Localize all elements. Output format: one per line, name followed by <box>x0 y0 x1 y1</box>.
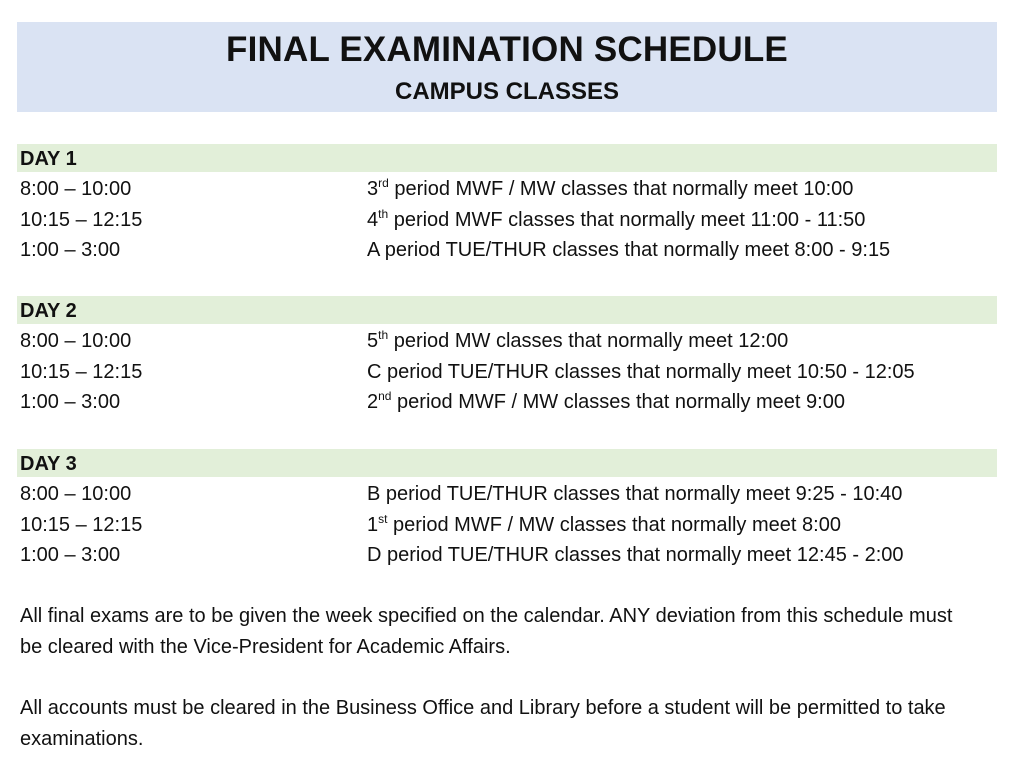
schedule-row <box>17 174 997 205</box>
day-section <box>17 296 997 418</box>
day-header: DAY 3 <box>17 449 997 477</box>
schedule-row <box>17 326 997 357</box>
exam-description: B period TUE/THUR classes that normally meet 9:25 - 10:40 <box>367 483 903 505</box>
schedule-row <box>17 357 997 388</box>
exam-week-note: All final exams are to be given the week specified on the calendar. ANY deviation from this schedule must be cleared with the Vice-President for Academic Affairs. <box>20 605 953 658</box>
exam-time: 10:15 – 12:15 <box>20 360 143 383</box>
schedule-row <box>17 235 997 266</box>
day-header: DAY 1 <box>17 144 997 172</box>
day-section <box>17 449 997 571</box>
exam-description: 5th period MW classes that normally meet 12:00 <box>367 328 789 352</box>
schedule-row <box>17 387 997 418</box>
schedule-row <box>17 540 997 571</box>
exam-time: 10:15 – 12:15 <box>20 208 143 231</box>
exam-description: 3rd period MWF / MW classes that normally meet 10:00 <box>367 176 854 200</box>
accounts-note: All accounts must be cleared in the Business Office and Library before a student will be permitted to take examinations. <box>20 697 946 750</box>
exam-description: 1st period MWF / MW classes that normally meet 8:00 <box>367 511 841 536</box>
schedule-row <box>17 479 997 510</box>
exam-description: A period TUE/THUR classes that normally meet 8:00 - 9:15 <box>367 239 891 261</box>
day-section <box>17 144 997 266</box>
exam-time: 8:00 – 10:00 <box>20 330 132 352</box>
exam-time: 8:00 – 10:00 <box>20 483 132 505</box>
exam-time: 1:00 – 3:00 <box>20 544 121 566</box>
exam-time: 1:00 – 3:00 <box>20 391 121 413</box>
day-header: DAY 2 <box>17 296 997 324</box>
schedule-row <box>17 510 997 541</box>
page-subtitle: CAMPUS CLASSES <box>394 78 620 105</box>
exam-description: 2nd period MWF / MW classes that normally meet 9:00 <box>367 389 845 413</box>
schedule-row <box>17 205 997 236</box>
exam-time: 1:00 – 3:00 <box>20 239 121 261</box>
exam-description: 4th period MWF classes that normally meet 11:00 - 11:50 <box>367 206 866 231</box>
page-title: FINAL EXAMINATION SCHEDULE <box>226 30 788 69</box>
exam-description: D period TUE/THUR classes that normally meet 12:45 - 2:00 <box>367 544 904 566</box>
exam-time: 10:15 – 12:15 <box>20 513 143 536</box>
exam-time: 8:00 – 10:00 <box>20 178 132 200</box>
title-banner <box>17 22 997 112</box>
exam-description: C period TUE/THUR classes that normally meet 10:50 - 12:05 <box>367 360 915 383</box>
